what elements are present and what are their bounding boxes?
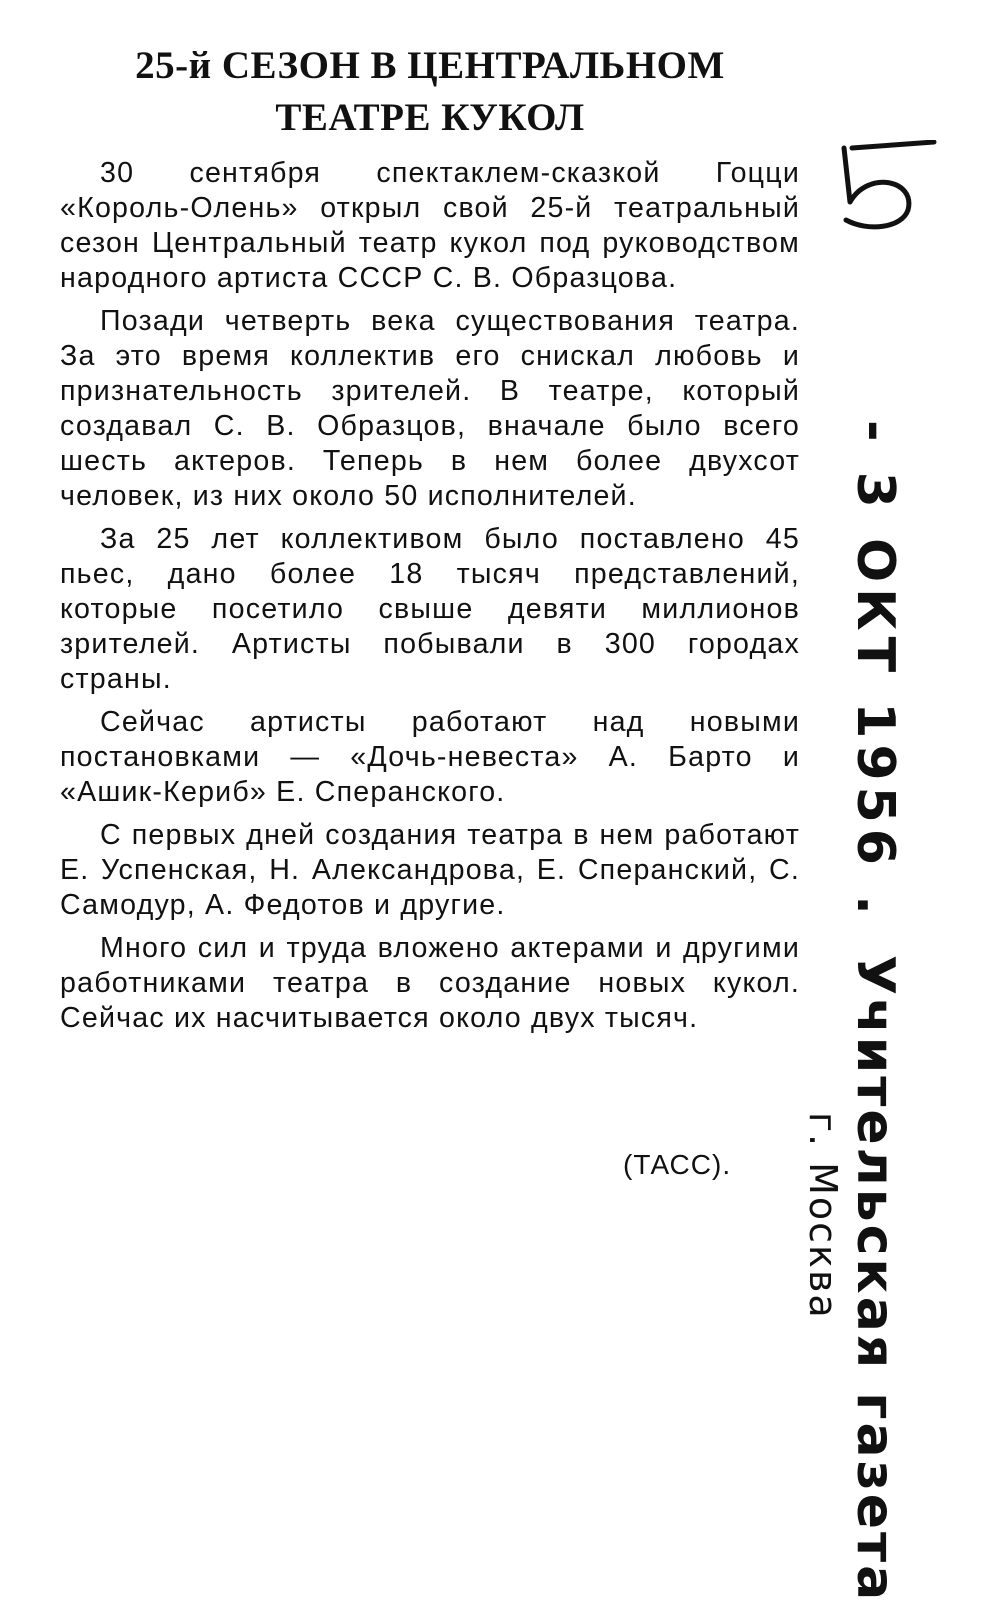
paragraph-4: Сейчас артисты работают над новыми постановками — «Дочь-невеста» А. Барто и «Ашик-Кериб» Е. Сперанского. — [60, 706, 800, 808]
article-body — [60, 156, 800, 1036]
article-source: (ТАСС). — [623, 1149, 732, 1180]
stamp-date: - 3 ОКТ 1956 . — [845, 420, 905, 921]
paragraph-1: 30 сентября спектаклем-сказкой Гоцци «Король-Олень» открыл свой 25-й театральный сезон Центральный театр кукол под руководством народного артиста СССР С. В. Образцова. — [60, 157, 800, 294]
paragraph-5: С первых дней создания театра в нем работают Е. Успенская, Н. Александрова, Е. Сперанский, С. Самодур, А. Федотов и другие. — [60, 819, 800, 921]
paragraph-3: За 25 лет коллективом было поставлено 45 пьес, дано более 18 тысяч представлений, которые посетило свыше девяти миллионов зрителей. Артисты побывали в 300 городах страны. — [60, 523, 800, 695]
paragraph-2: Позади четверть века существования театра. За это время коллектив его снискал любовь и признательность зрителей. В театре, который создавал С. В. Образцов, вначале было всего шесть актеров. Теперь в нем более двухсот человек, из них около 50 исполнителей. — [60, 305, 800, 512]
stamp-newspaper-name: Учительская газета — [845, 955, 905, 1603]
handwritten-number-mark — [838, 140, 938, 235]
stamp-city: г. Москва — [801, 1112, 845, 1320]
headline-line-2: ТЕАТРЕ КУКОЛ — [275, 96, 585, 139]
headline-line-1: 25-й СЕЗОН В ЦЕНТРАЛЬНОМ — [135, 44, 725, 87]
paragraph-6: Много сил и труда вложено актерами и другими работниками театра в создание новых кукол. Сейчас их насчитывается около двух тысяч. — [60, 932, 800, 1034]
article-headline — [60, 40, 800, 144]
newspaper-clipping — [60, 40, 800, 1044]
